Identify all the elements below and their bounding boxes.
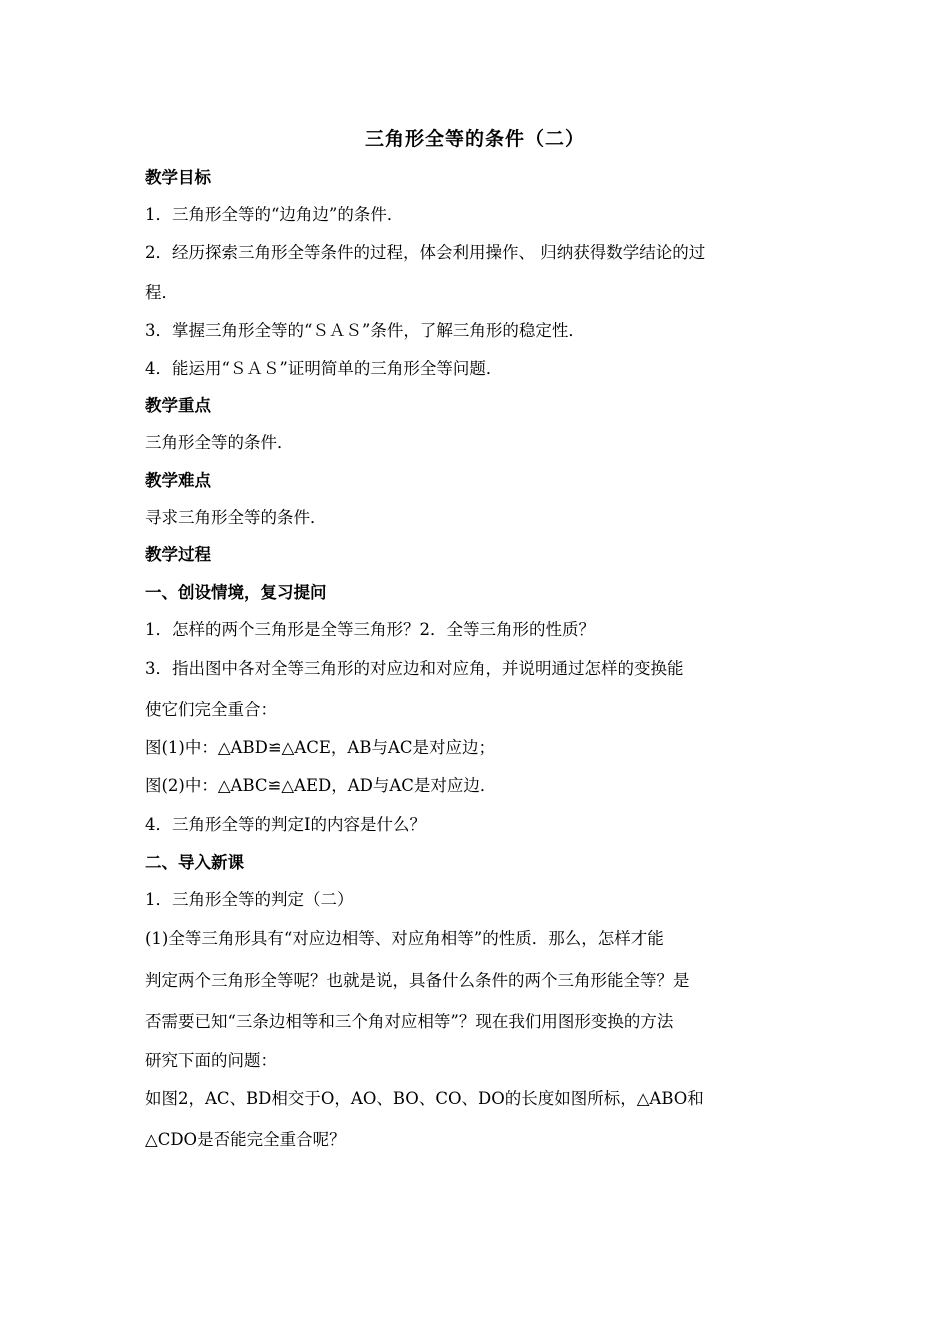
- paragraph-line: 判定两个三角形全等呢？也就是说，具备什么条件的两个三角形能全等？是: [145, 971, 690, 990]
- paragraph-line: 4．能运用“ＳＡＳ”证明简单的三角形全等问题．: [145, 359, 503, 378]
- paragraph-line: 1．怎样的两个三角形是全等三角形？2．全等三角形的性质？: [145, 620, 595, 639]
- paragraph-line: 研究下面的问题：: [145, 1051, 277, 1070]
- paragraph-line: 2．经历探索三角形全等条件的过程，体会利用操作、 归纳获得数学结论的过: [145, 243, 706, 262]
- section-heading-key-points: 教学重点: [145, 396, 211, 415]
- section-heading-part-one: 一、创设情境，复习提问: [145, 583, 327, 602]
- paragraph-line: 程．: [145, 283, 178, 302]
- paragraph-line: 1．三角形全等的“边角边”的条件．: [145, 205, 404, 224]
- paragraph-line: 否需要已知“三条边相等和三个角对应相等”？现在我们用图形变换的方法: [145, 1012, 674, 1031]
- paragraph-line: △CDO是否能完全重合呢？: [145, 1130, 346, 1149]
- paragraph-line: (1)全等三角形具有“对应边相等、对应角相等”的性质．那么，怎样才能: [145, 929, 664, 948]
- section-heading-process: 教学过程: [145, 545, 211, 564]
- section-heading-difficulties: 教学难点: [145, 471, 211, 490]
- paragraph-line: 1．三角形全等的判定（二）: [145, 890, 354, 909]
- paragraph-line: 使它们完全重合：: [145, 700, 277, 719]
- paragraph-line: 如图2，AC、BD相交于O，AO、BO、CO、DO的长度如图所标，△ABO和: [145, 1089, 704, 1108]
- paragraph-line: 三角形全等的条件．: [145, 433, 294, 452]
- paragraph-line: 图(2)中：△ABC≌△AED，AD与AC是对应边．: [145, 776, 497, 795]
- paragraph-line: 3．指出图中各对全等三角形的对应边和对应角，并说明通过怎样的变换能: [145, 659, 684, 678]
- paragraph-line: 寻求三角形全等的条件．: [145, 508, 327, 527]
- section-heading-part-two: 二、导入新课: [145, 853, 244, 872]
- paragraph-line: 3．掌握三角形全等的“ＳＡＳ”条件，了解三角形的稳定性．: [145, 321, 585, 340]
- document-title: 三角形全等的条件（二）: [364, 128, 585, 150]
- paragraph-line: 图(1)中：△ABD≌△ACE，AB与AC是对应边；: [145, 738, 496, 757]
- section-heading-objectives: 教学目标: [145, 168, 211, 187]
- paragraph-line: 4．三角形全等的判定Ⅰ的内容是什么？: [145, 815, 427, 834]
